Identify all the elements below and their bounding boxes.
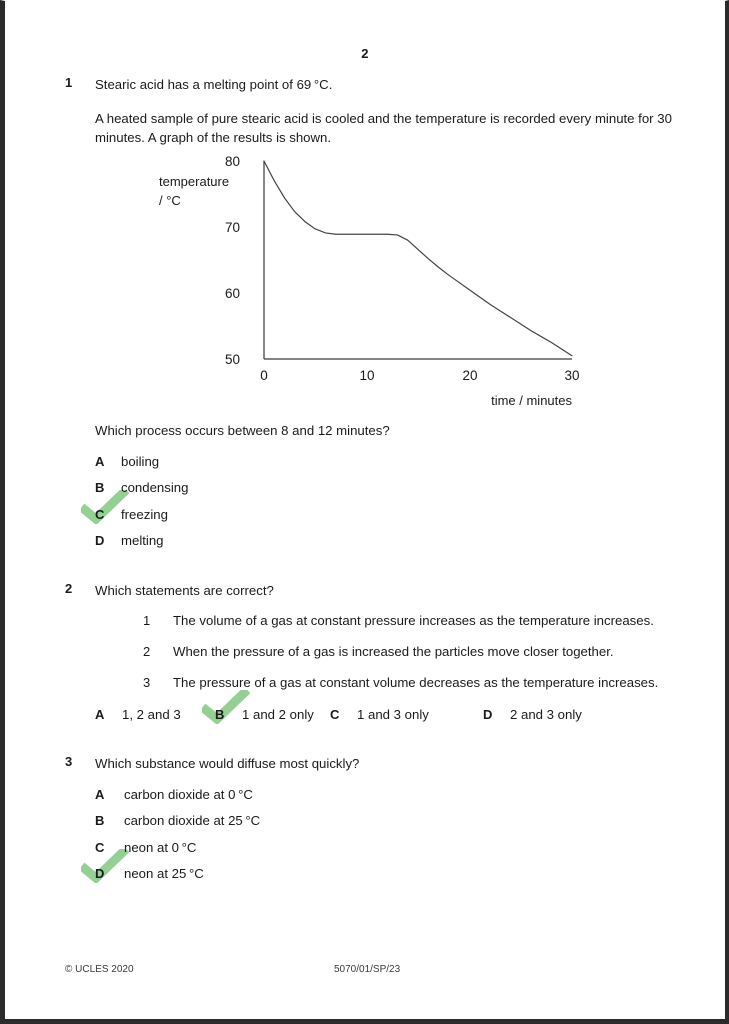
question-2-option-D-text[interactable]: 2 and 3 only <box>510 707 582 722</box>
footer-paper-code: 5070/01/SP/23 <box>334 964 401 975</box>
question-1-option-D-letter[interactable]: D <box>95 533 105 548</box>
question-2-statement-1-number: 1 <box>143 613 151 628</box>
question-2-option-C-letter[interactable]: C <box>330 707 340 722</box>
question-2-statement-3-text: The pressure of a gas at constant volume decreases as the temperature increases. <box>173 675 659 690</box>
question-2-statement-2-number: 2 <box>143 644 151 659</box>
question-1-prompt: Which process occurs between 8 and 12 minutes? <box>95 423 390 438</box>
question-1-option-C-text[interactable]: freezing <box>121 507 168 522</box>
y-tick-label-50: 50 <box>224 352 240 367</box>
question-2-statement-3-number: 3 <box>143 675 151 690</box>
question-3-option-D-letter[interactable]: D <box>95 866 105 881</box>
x-axis-label: time / minutes <box>491 393 572 408</box>
question-3-option-C-text[interactable]: neon at 0 °C <box>124 840 197 855</box>
question-2-statement-1-text: The volume of a gas at constant pressure increases as the temperature increases. <box>173 613 654 628</box>
question-2-prompt: Which statements are correct? <box>95 583 274 598</box>
chart-svg <box>145 149 605 411</box>
x-tick-label-0: 0 <box>260 368 268 383</box>
y-axis-label-line2: / °C <box>159 193 181 208</box>
question-1-option-D-text[interactable]: melting <box>121 533 164 548</box>
answer-check-icon-question-3 <box>81 849 129 883</box>
cooling-curve-chart <box>145 149 605 409</box>
y-tick-label-80: 80 <box>224 154 240 169</box>
question-2-number: 2 <box>65 581 73 596</box>
question-3-prompt: Which substance would diffuse most quickly? <box>95 756 360 771</box>
question-1-option-C-letter[interactable]: C <box>95 507 105 522</box>
footer-copyright: © UCLES 2020 <box>65 964 134 975</box>
question-3-option-A-letter[interactable]: A <box>95 787 105 802</box>
question-3-option-B-letter[interactable]: B <box>95 813 105 828</box>
question-1-option-A-letter[interactable]: A <box>95 454 105 469</box>
x-tick-label-30: 30 <box>564 368 580 383</box>
cooling-curve-line <box>264 161 572 356</box>
question-2-option-A-text[interactable]: 1, 2 and 3 <box>122 707 181 722</box>
question-3-number: 3 <box>65 754 73 769</box>
question-2-option-B-letter[interactable]: B <box>215 707 225 722</box>
question-2-option-A-letter[interactable]: A <box>95 707 105 722</box>
question-2-option-B-text[interactable]: 1 and 2 only <box>242 707 314 722</box>
question-3-option-D-text[interactable]: neon at 25 °C <box>124 866 204 881</box>
x-tick-label-20: 20 <box>462 368 478 383</box>
y-axis-label-line1: temperature <box>159 174 230 189</box>
question-1-option-B-letter[interactable]: B <box>95 480 105 495</box>
question-2-option-D-letter[interactable]: D <box>483 707 493 722</box>
question-1-option-B-text[interactable]: condensing <box>121 480 189 495</box>
question-3-option-C-letter[interactable]: C <box>95 840 105 855</box>
question-3-option-B-text[interactable]: carbon dioxide at 25 °C <box>124 813 261 828</box>
question-3-option-A-text[interactable]: carbon dioxide at 0 °C <box>124 787 253 802</box>
page-number: 2 <box>361 46 369 61</box>
question-1-paragraph: A heated sample of pure stearic acid is cooled and the temperature is recorded every minute for 30 minutes. A graph of the results is shown. <box>95 111 672 145</box>
x-tick-label-10: 10 <box>359 368 375 383</box>
question-2-option-C-text[interactable]: 1 and 3 only <box>357 707 429 722</box>
y-tick-label-60: 60 <box>224 286 240 301</box>
question-1-stem: Stearic acid has a melting point of 69 °C. <box>95 77 333 92</box>
page-content <box>5 1 725 1019</box>
question-2-statement-2-text: When the pressure of a gas is increased the particles move closer together. <box>173 644 614 659</box>
question-1-option-A-text[interactable]: boiling <box>121 454 160 469</box>
y-tick-label-70: 70 <box>224 220 240 235</box>
question-1-number: 1 <box>65 75 73 90</box>
